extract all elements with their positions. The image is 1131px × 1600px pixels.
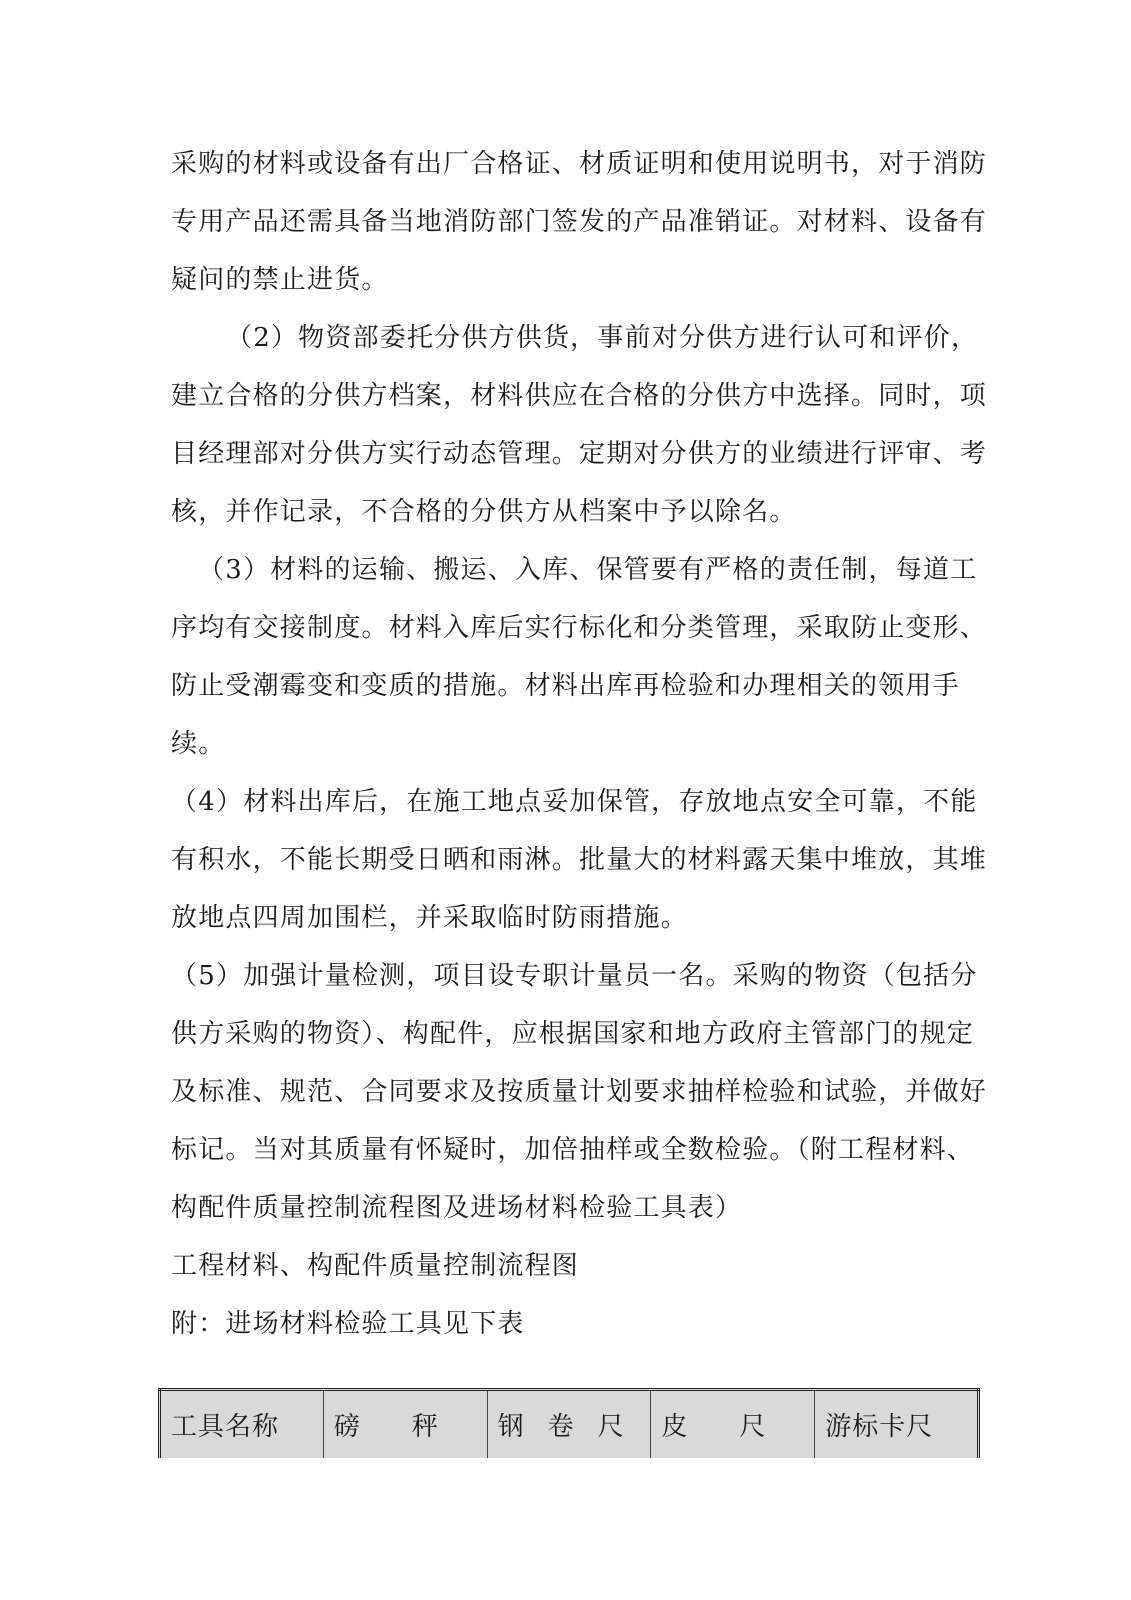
table-row bbox=[160, 1390, 979, 1459]
p2-line-2: 建立合格的分供方档案，材料供应在合格的分供方中选择。同时，项 bbox=[171, 381, 988, 411]
inspection-tools-table bbox=[158, 1388, 980, 1458]
p5-line-4: 标记。当对其质量有怀疑时，加倍抽样或全数检验。（附工程材料、 bbox=[171, 1135, 975, 1165]
p1-line-2: 专用产品还需具备当地消防部门签发的产品准销证。对材料、设备有 bbox=[171, 207, 988, 237]
p3-line-1: （3）材料的运输、搬运、入库、保管要有严格的责任制，每道工 bbox=[198, 555, 978, 585]
p1-line-1: 采购的材料或设备有出厂合格证、材质证明和使用说明书，对于消防 bbox=[171, 149, 988, 179]
table-cell: 游标卡尺 bbox=[815, 1390, 979, 1459]
p4-line-2: 有积水，不能长期受日晒和雨淋。批量大的材料露天集中堆放，其堆 bbox=[171, 845, 988, 875]
p5-line-5: 构配件质量控制流程图及进场材料检验工具表） bbox=[171, 1193, 743, 1223]
p2-line-3: 目经理部对分供方实行动态管理。定期对分供方的业绩进行评审、考 bbox=[171, 439, 988, 469]
p5-line-3: 及标准、规范、合同要求及按质量计划要求抽样检验和试验，并做好 bbox=[171, 1077, 988, 1107]
p2-line-1: （2）物资部委托分供方供货，事前对分供方进行认可和评价， bbox=[226, 323, 979, 353]
table-cell: 钢卷尺 bbox=[487, 1390, 651, 1459]
p1-line-3: 疑问的禁止进货。 bbox=[171, 265, 389, 295]
table-header-cell: 工具名称 bbox=[160, 1390, 324, 1459]
p5-line-1: （5）加强计量检测，项目设专职计量员一名。采购的物资（包括分 bbox=[171, 961, 978, 991]
p5-line-2: 供方采购的物资）、构配件，应根据国家和地方政府主管部门的规定 bbox=[171, 1019, 975, 1049]
table-cell: 皮尺 bbox=[651, 1390, 815, 1459]
p3-line-4: 续。 bbox=[171, 729, 226, 759]
p3-line-2: 序均有交接制度。材料入库后实行标化和分类管理，采取防止变形、 bbox=[171, 613, 988, 643]
p3-line-3: 防止受潮霉变和变质的措施。材料出库再检验和办理相关的领用手 bbox=[171, 671, 960, 701]
p4-line-3: 放地点四周加围栏，并采取临时防雨措施。 bbox=[171, 903, 688, 933]
table-caption: 附：进场材料检验工具见下表 bbox=[171, 1309, 525, 1339]
flow-chart-caption: 工程材料、构配件质量控制流程图 bbox=[171, 1251, 580, 1281]
p4-line-1: （4）材料出库后，在施工地点妥加保管，存放地点安全可靠，不能 bbox=[171, 787, 978, 817]
p2-line-4: 核，并作记录，不合格的分供方从档案中予以除名。 bbox=[171, 497, 797, 527]
table-cell: 磅秤 bbox=[323, 1390, 487, 1459]
